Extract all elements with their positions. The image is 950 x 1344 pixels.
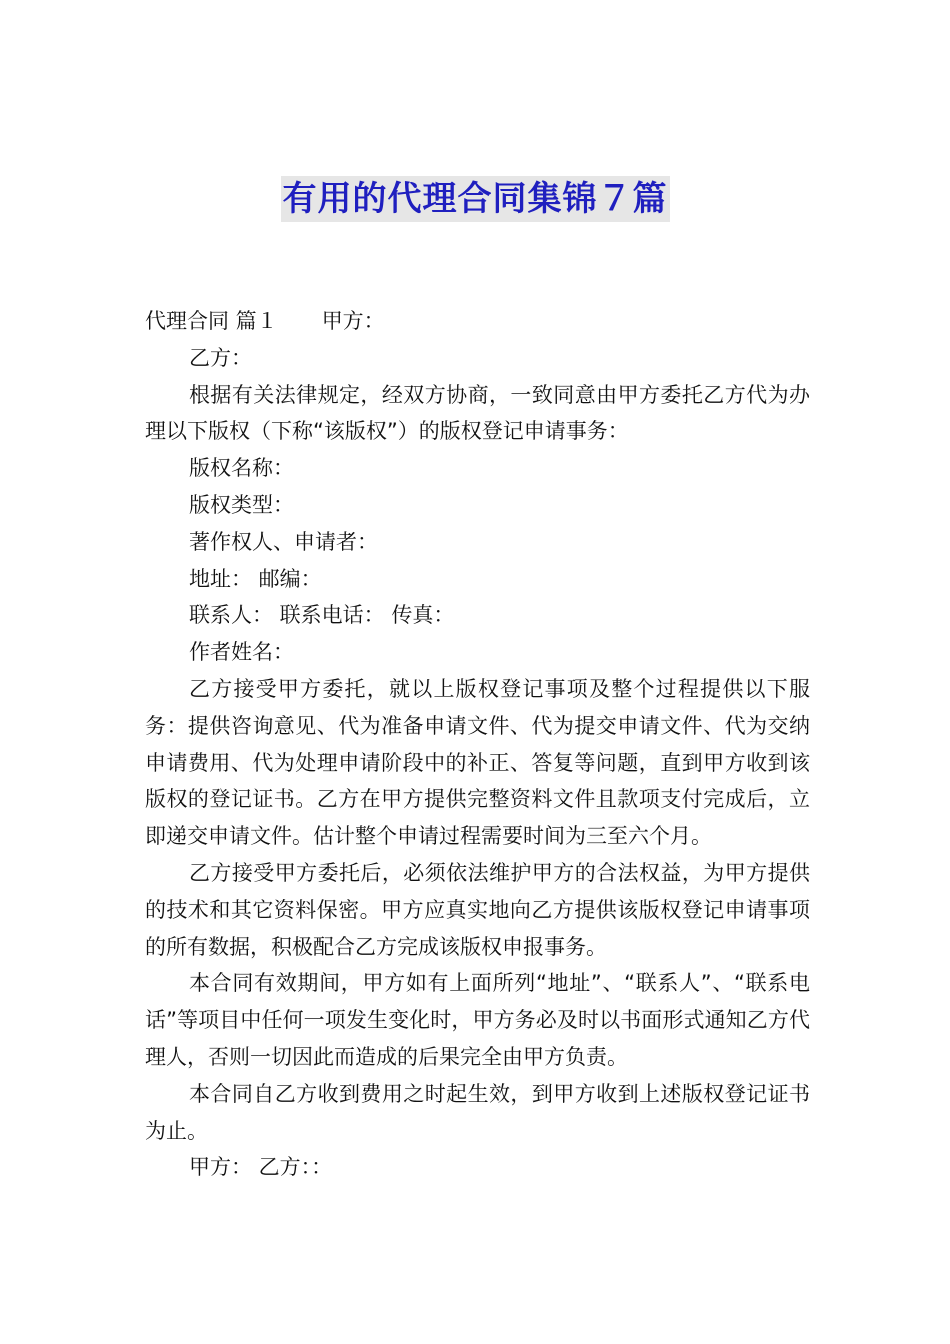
paragraph-party-b: 乙方： <box>189 345 252 370</box>
title-container <box>0 176 950 222</box>
party-a-label: 甲方： <box>321 309 385 333</box>
section-heading-line <box>145 303 810 340</box>
document-title: 有用的代理合同集锦７篇 <box>281 176 670 222</box>
document-body <box>145 303 810 1186</box>
field-contact: 联系人： 联系电话： 传真： <box>189 603 455 628</box>
paragraph-intro: 根据有关法律规定，经双方协商，一致同意由甲方委托乙方代为办理以下版权（下称“该版权”）的版权登记申请事务： <box>145 382 810 444</box>
paragraph-changes: 本合同有效期间，甲方如有上面所列“地址”、“联系人”、“联系电话”等项目中任何一项发生变化时，甲方务必及时以书面形式通知乙方代理人，否则一切因此而造成的后果完全由甲方负责。 <box>145 971 810 1069</box>
field-copyright-name: 版权名称： <box>189 456 294 481</box>
field-author-applicant: 著作权人、申请者： <box>189 529 378 554</box>
paragraph-validity: 本合同自乙方收到费用之时起生效，到甲方收到上述版权登记证书为止。 <box>145 1081 810 1143</box>
paragraph-obligations: 乙方接受甲方委托后，必须依法维护甲方的合法权益，为甲方提供的技术和其它资料保密。甲方应真实地向乙方提供该版权登记申请事项的所有数据，积极配合乙方完成该版权申报事务。 <box>145 860 810 959</box>
field-author-name: 作者姓名： <box>189 640 294 665</box>
field-address-postcode: 地址： 邮编： <box>189 566 322 591</box>
section-heading: 代理合同 篇１ <box>145 309 278 333</box>
signature-line: 甲方： 乙方：： <box>189 1155 333 1180</box>
paragraph-services: 乙方接受甲方委托，就以上版权登记事项及整个过程提供以下服务：提供咨询意见、代为准备申请文件、代为提交申请文件、代为交纳申请费用、代为处理申请阶段中的补正、答复等问题，直到甲方收到该版权的登记证书。乙方在甲方提供完整资料文件且款项支付完成后，立即递交申请文件。估计整个申请过程需要时间为三至六个月。 <box>145 676 810 849</box>
field-copyright-type: 版权类型： <box>189 492 294 517</box>
